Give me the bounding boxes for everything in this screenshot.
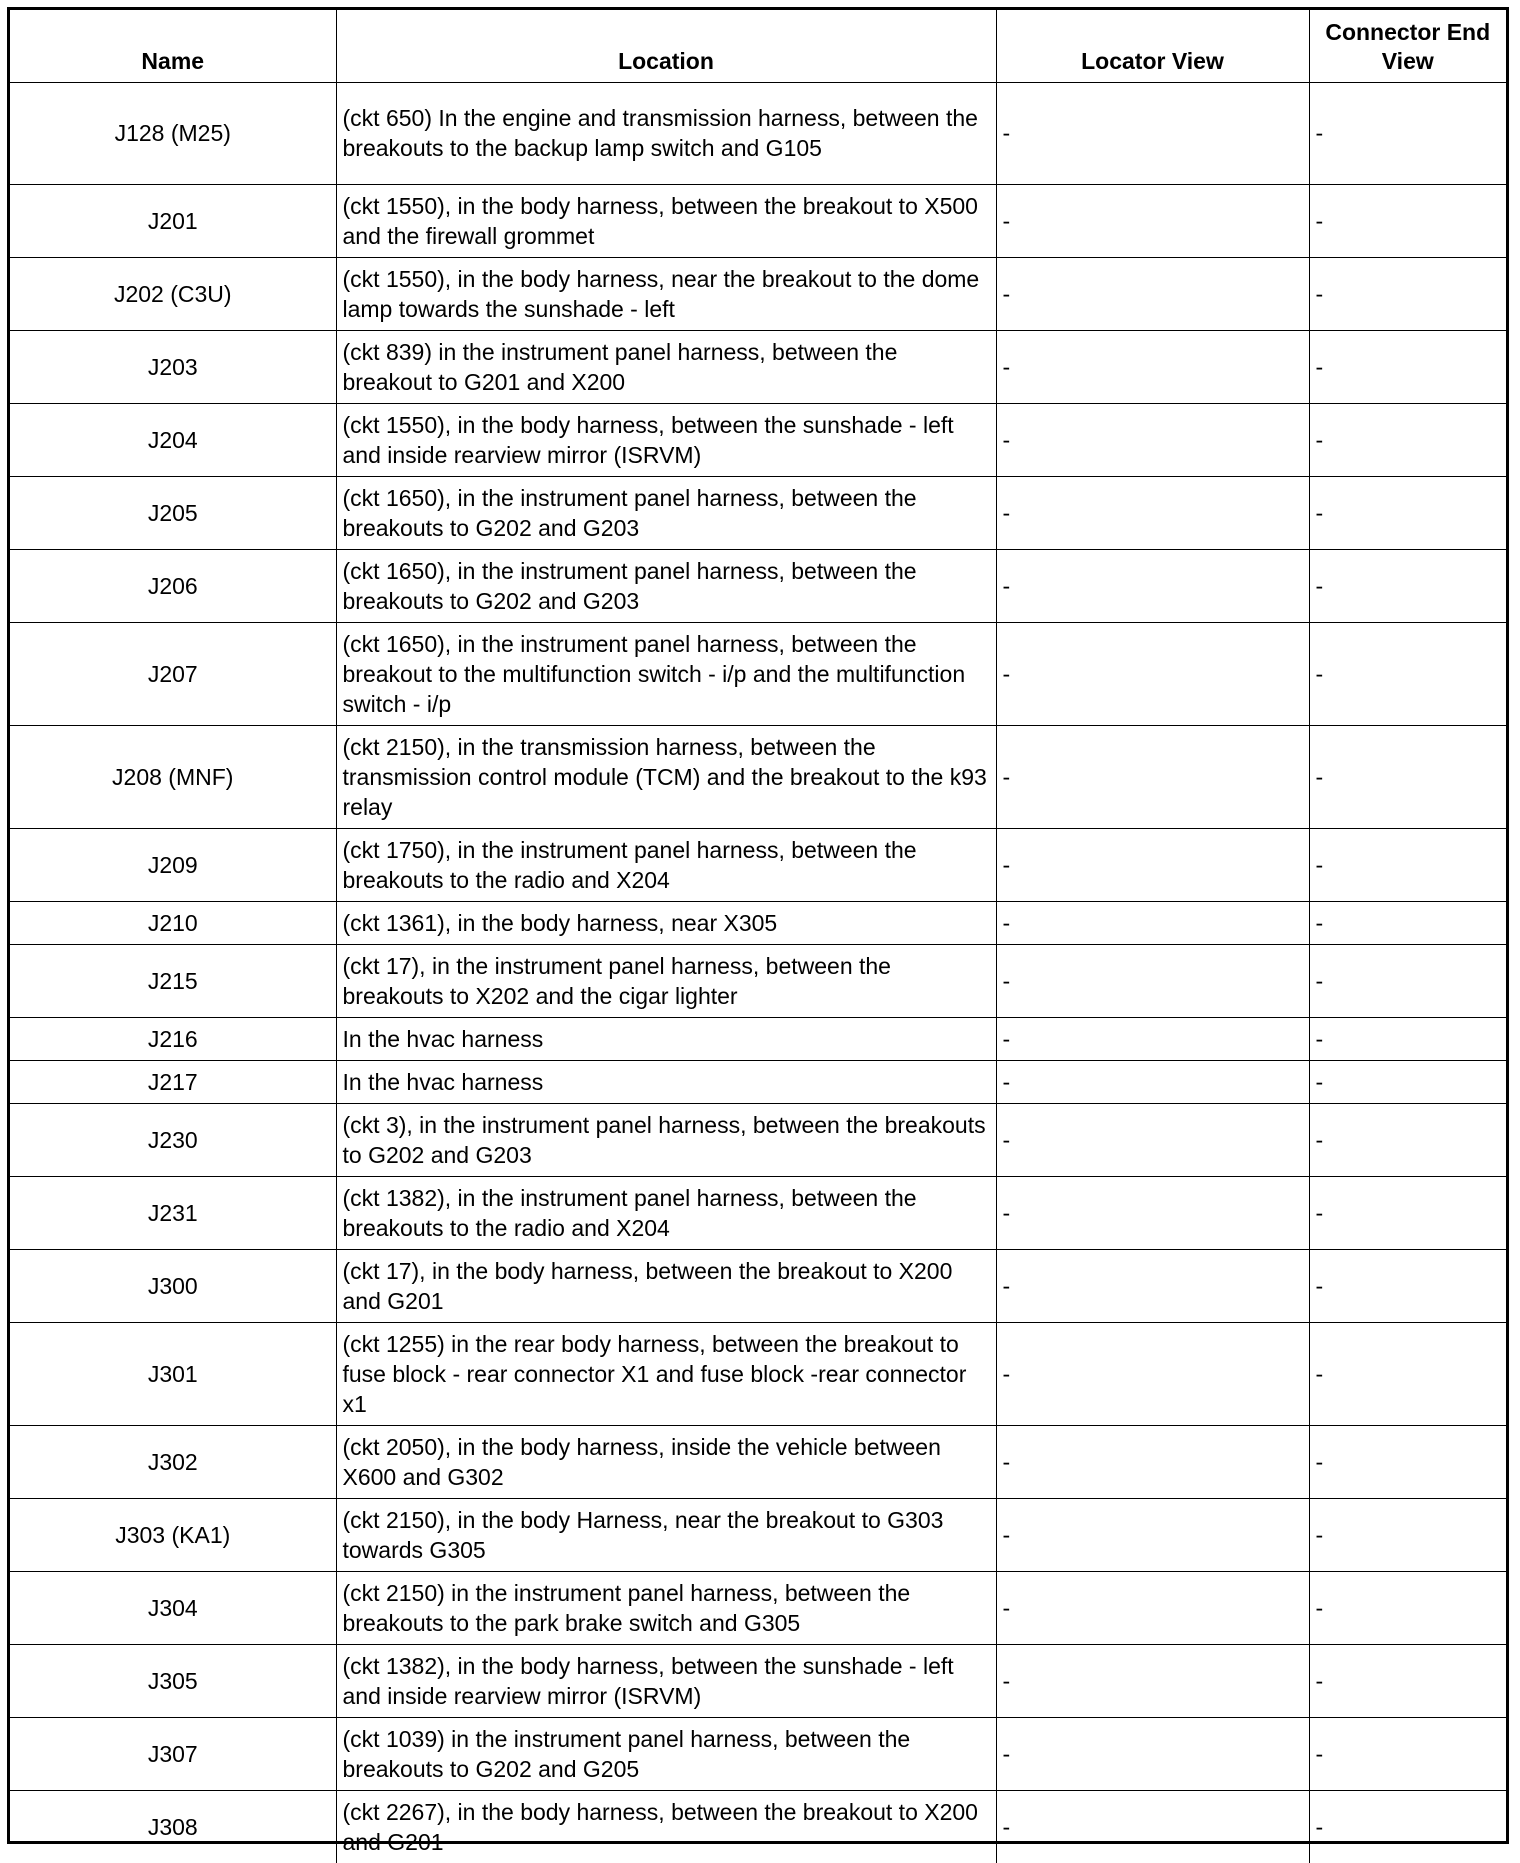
name-cell: J217 [10, 1060, 336, 1103]
name-cell: J210 [10, 901, 336, 944]
table-body [10, 82, 1506, 1863]
connector-end-view-cell: - [1309, 330, 1506, 403]
name-cell: J307 [10, 1717, 336, 1790]
header-connector-end-view: Connector End View [1309, 10, 1506, 82]
splice-location-table [10, 10, 1506, 1863]
locator-view-cell: - [996, 1571, 1309, 1644]
locator-view-cell: - [996, 1060, 1309, 1103]
locator-view-cell: - [996, 549, 1309, 622]
connector-end-view-cell: - [1309, 549, 1506, 622]
connector-end-view-cell: - [1309, 901, 1506, 944]
location-cell: (ckt 1382), in the instrument panel harness, between the breakouts to the radio and X204 [336, 1176, 996, 1249]
connector-end-view-cell: - [1309, 828, 1506, 901]
name-cell: J205 [10, 476, 336, 549]
connector-end-view-cell: - [1309, 1425, 1506, 1498]
locator-view-cell: - [996, 1717, 1309, 1790]
name-cell: J204 [10, 403, 336, 476]
table-row [10, 1790, 1506, 1863]
location-cell: (ckt 1550), in the body harness, near the breakout to the dome lamp towards the sunshade - left [336, 257, 996, 330]
location-cell: In the hvac harness [336, 1017, 996, 1060]
locator-view-cell: - [996, 330, 1309, 403]
location-cell: (ckt 1550), in the body harness, between the breakout to X500 and the firewall grommet [336, 184, 996, 257]
table-row [10, 901, 1506, 944]
locator-view-cell: - [996, 1425, 1309, 1498]
table-row [10, 476, 1506, 549]
locator-view-cell: - [996, 1498, 1309, 1571]
locator-view-cell: - [996, 944, 1309, 1017]
name-cell: J301 [10, 1322, 336, 1425]
connector-end-view-cell: - [1309, 1017, 1506, 1060]
locator-view-cell: - [996, 828, 1309, 901]
table-row [10, 1249, 1506, 1322]
name-cell: J216 [10, 1017, 336, 1060]
location-cell: (ckt 1361), in the body harness, near X305 [336, 901, 996, 944]
locator-view-cell: - [996, 82, 1309, 184]
name-cell: J305 [10, 1644, 336, 1717]
connector-end-view-cell: - [1309, 82, 1506, 184]
connector-end-view-cell: - [1309, 1571, 1506, 1644]
name-cell: J231 [10, 1176, 336, 1249]
connector-end-view-cell: - [1309, 1249, 1506, 1322]
table-row [10, 828, 1506, 901]
location-cell: (ckt 2150), in the transmission harness, between the transmission control module (TCM) and the breakout to the k93 relay [336, 725, 996, 828]
name-cell: J201 [10, 184, 336, 257]
connector-end-view-cell: - [1309, 476, 1506, 549]
name-cell: J209 [10, 828, 336, 901]
table-row [10, 82, 1506, 184]
connector-end-view-cell: - [1309, 944, 1506, 1017]
location-cell: (ckt 2150) in the instrument panel harness, between the breakouts to the park brake switch and G305 [336, 1571, 996, 1644]
location-cell: (ckt 1382), in the body harness, between the sunshade - left and inside rearview mirror (ISRVM) [336, 1644, 996, 1717]
name-cell: J300 [10, 1249, 336, 1322]
table-row [10, 403, 1506, 476]
table-header-row [10, 10, 1506, 82]
locator-view-cell: - [996, 476, 1309, 549]
connector-end-view-cell: - [1309, 622, 1506, 725]
table-row [10, 944, 1506, 1017]
name-cell: J206 [10, 549, 336, 622]
name-cell: J230 [10, 1103, 336, 1176]
table-row [10, 1717, 1506, 1790]
table-row [10, 184, 1506, 257]
table-row [10, 622, 1506, 725]
connector-end-view-cell: - [1309, 1060, 1506, 1103]
name-cell: J128 (M25) [10, 82, 336, 184]
header-locator-view: Locator View [996, 10, 1309, 82]
location-cell: (ckt 1650), in the instrument panel harness, between the breakouts to G202 and G203 [336, 549, 996, 622]
table-row [10, 257, 1506, 330]
locator-view-cell: - [996, 901, 1309, 944]
table-row [10, 1425, 1506, 1498]
connector-end-view-cell: - [1309, 1322, 1506, 1425]
locator-view-cell: - [996, 184, 1309, 257]
locator-view-cell: - [996, 257, 1309, 330]
table-row [10, 1176, 1506, 1249]
name-cell: J202 (C3U) [10, 257, 336, 330]
location-cell: (ckt 2267), in the body harness, between the breakout to X200 and G201 [336, 1790, 996, 1863]
table-row [10, 1571, 1506, 1644]
header-name: Name [10, 10, 336, 82]
locator-view-cell: - [996, 1790, 1309, 1863]
header-location: Location [336, 10, 996, 82]
connector-end-view-cell: - [1309, 1717, 1506, 1790]
connector-end-view-cell: - [1309, 184, 1506, 257]
connector-end-view-cell: - [1309, 1644, 1506, 1717]
locator-view-cell: - [996, 1017, 1309, 1060]
locator-view-cell: - [996, 1644, 1309, 1717]
connector-end-view-cell: - [1309, 1176, 1506, 1249]
locator-view-cell: - [996, 1249, 1309, 1322]
splice-table-sheet [7, 7, 1509, 1855]
connector-end-view-cell: - [1309, 1103, 1506, 1176]
name-cell: J302 [10, 1425, 336, 1498]
name-cell: J308 [10, 1790, 336, 1863]
location-cell: (ckt 1750), in the instrument panel harness, between the breakouts to the radio and X204 [336, 828, 996, 901]
location-cell: (ckt 1650), in the instrument panel harness, between the breakouts to G202 and G203 [336, 476, 996, 549]
name-cell: J304 [10, 1571, 336, 1644]
connector-end-view-cell: - [1309, 725, 1506, 828]
location-cell: In the hvac harness [336, 1060, 996, 1103]
location-cell: (ckt 3), in the instrument panel harness, between the breakouts to G202 and G203 [336, 1103, 996, 1176]
name-cell: J207 [10, 622, 336, 725]
locator-view-cell: - [996, 1322, 1309, 1425]
table-row [10, 1103, 1506, 1176]
name-cell: J208 (MNF) [10, 725, 336, 828]
table-row [10, 1017, 1506, 1060]
name-cell: J303 (KA1) [10, 1498, 336, 1571]
location-cell: (ckt 1255) in the rear body harness, between the breakout to fuse block - rear connector X1 and fuse block -rear connector x1 [336, 1322, 996, 1425]
locator-view-cell: - [996, 725, 1309, 828]
name-cell: J203 [10, 330, 336, 403]
table-row [10, 725, 1506, 828]
connector-end-view-cell: - [1309, 257, 1506, 330]
table-row [10, 549, 1506, 622]
location-cell: (ckt 17), in the body harness, between the breakout to X200 and G201 [336, 1249, 996, 1322]
location-cell: (ckt 17), in the instrument panel harness, between the breakouts to X202 and the cigar lighter [336, 944, 996, 1017]
name-cell: J215 [10, 944, 336, 1017]
location-cell: (ckt 839) in the instrument panel harness, between the breakout to G201 and X200 [336, 330, 996, 403]
locator-view-cell: - [996, 1103, 1309, 1176]
location-cell: (ckt 1550), in the body harness, between the sunshade - left and inside rearview mirror (ISRVM) [336, 403, 996, 476]
location-cell: (ckt 1039) in the instrument panel harness, between the breakouts to G202 and G205 [336, 1717, 996, 1790]
locator-view-cell: - [996, 403, 1309, 476]
connector-end-view-cell: - [1309, 1498, 1506, 1571]
locator-view-cell: - [996, 622, 1309, 725]
table-row [10, 1644, 1506, 1717]
location-cell: (ckt 2150), in the body Harness, near the breakout to G303 towards G305 [336, 1498, 996, 1571]
locator-view-cell: - [996, 1176, 1309, 1249]
location-cell: (ckt 650) In the engine and transmission harness, between the breakouts to the backup lamp switch and G105 [336, 82, 996, 184]
table-row [10, 330, 1506, 403]
table-row [10, 1060, 1506, 1103]
table-row [10, 1498, 1506, 1571]
location-cell: (ckt 2050), in the body harness, inside the vehicle between X600 and G302 [336, 1425, 996, 1498]
connector-end-view-cell: - [1309, 403, 1506, 476]
connector-end-view-cell: - [1309, 1790, 1506, 1863]
table-row [10, 1322, 1506, 1425]
location-cell: (ckt 1650), in the instrument panel harness, between the breakout to the multifunction switch - i/p and the multifunction switch - i/p [336, 622, 996, 725]
